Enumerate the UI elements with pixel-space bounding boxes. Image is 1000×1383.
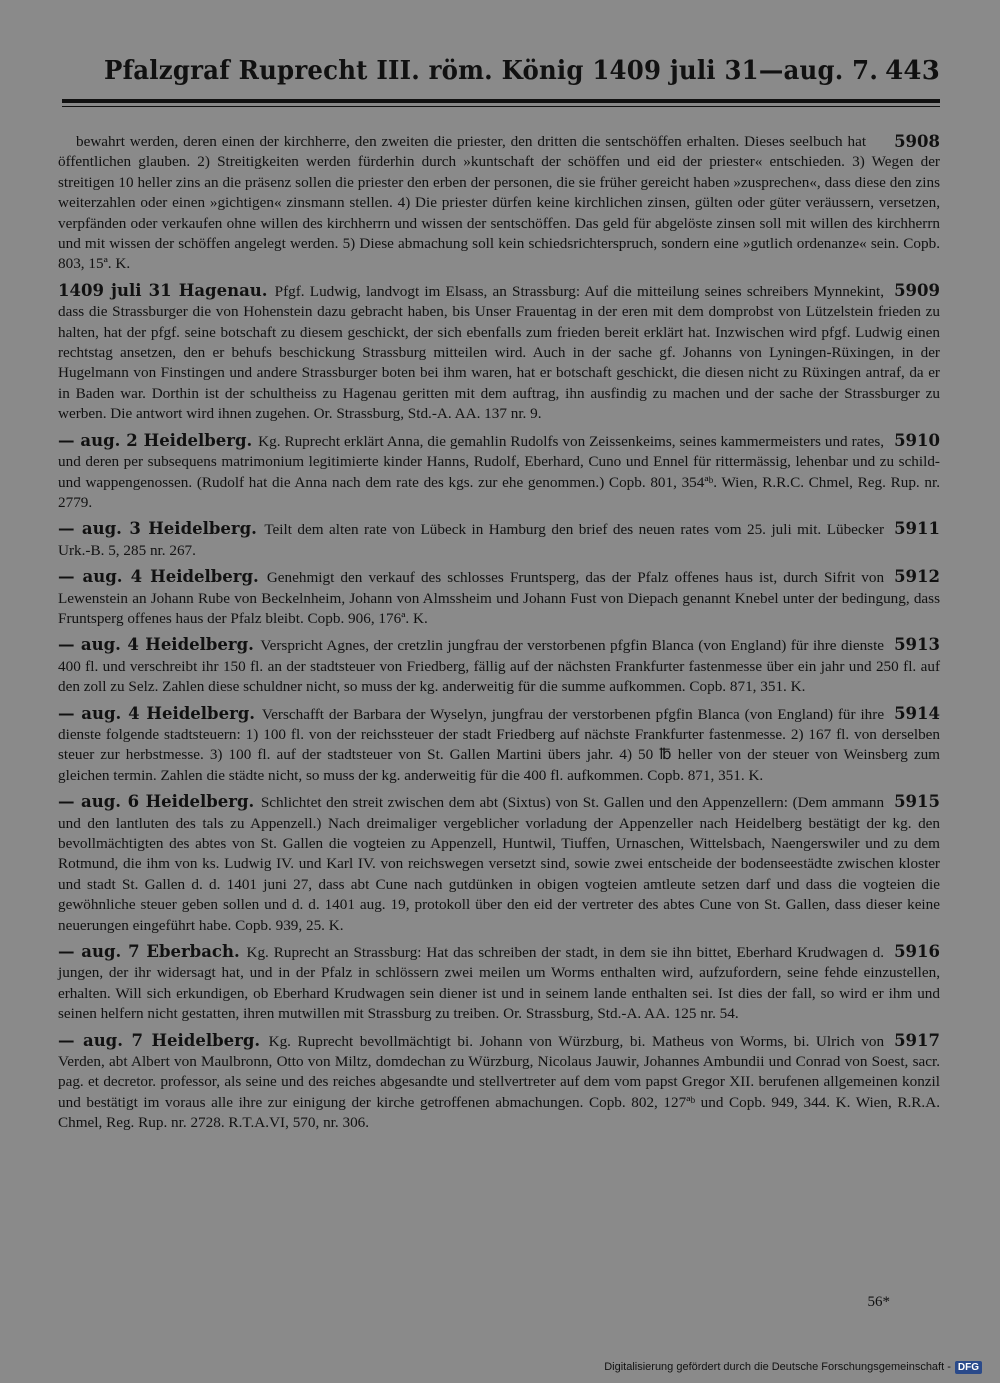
regest-number: 5910 — [894, 430, 940, 450]
regest-number: 5912 — [894, 567, 940, 587]
regest-text: Genehmigt den verkauf des schlosses Fruntsperg, das der Pfalz offenes haus ist, durch Sifrit von Lewenstein an Johann Rube von Beckelnheim, Johann von Almssheim und Johann Fust von Diepach genannt Knebel unter der bedingung, dass Fruntsperg offenes haus der Pfalz bleibt. Copb. 906, 176ª. K. — [58, 569, 940, 627]
regest-number: 5909 — [894, 280, 940, 300]
regest-number: 5911 — [894, 519, 940, 539]
regest-number: 5913 — [894, 635, 940, 655]
regest-entry — [58, 635, 940, 697]
regesta-list — [58, 132, 940, 1140]
regest-date-place: — aug. 6 Heidelberg. — [58, 792, 261, 812]
regest-entry — [58, 132, 940, 275]
regest-entry — [58, 792, 940, 936]
page-number: 443 — [885, 56, 940, 86]
regest-entry — [58, 704, 940, 787]
regest-number: 5916 — [894, 942, 940, 962]
regest-entry — [58, 519, 940, 561]
regest-number: 5915 — [894, 792, 940, 812]
regest-text: bewahrt werden, deren einen der kirchherre, den zweiten die priester, den dritten die sentschöffen erhalten. Dieses seelbuch hat öffentlichen glauben. 2) Streitigkeiten werden fürderhin durch »kuntschaft der schöffen und eid der priester« entschieden. 3) Wegen der streitigen 10 heller zins an die präsenz sollen die priester den erben der personen, die sie früher gereicht haben »zusprechen«, dass diese den zins weiterzahlen oder einen »gichtigen« zinsmann stellen. 4) Die priester dürfen keine kirchlichen zinsen, gülten oder güter veräussern, versetzen, verpfänden oder verkaufen ohne willen des kirchherrn und wissen der sentschöffen. Das geld für abgelöste zinsen soll mit willen des kirchherrn und mit wissen der schöffen angelegt werden. 5) Diese abmachung soll kein schiedsrichterspruch, sondern eine »gutlich ordenanze« sein. Copb. 803, 15ª. K. — [58, 133, 940, 273]
signature-mark: 56* — [867, 1294, 890, 1310]
regest-text: Kg. Ruprecht erklärt Anna, die gemahlin Rudolfs von Zeissenkeims, seines kammermeisters und rates, und deren per subsequens matrimonium legitimierte kinder Hanns, Rudolf, Eberhard, Cuno und Ennel für rittermässig, lehenbar und zu schild- und wappengenossen. (Rudolf hat die Anna nach dem rate des kgs. zur ehe genommen.) Copb. 801, 354ªᵇ. Wien, R.R.C. Chmel, Reg. Rup. nr. 2779. — [58, 432, 940, 511]
regest-entry — [58, 1031, 940, 1134]
regest-entry — [58, 942, 940, 1025]
regest-date-place: — aug. 2 Heidelberg. — [58, 430, 259, 450]
regest-text: Teilt dem alten rate von Lübeck in Hamburg den brief des neuen rates vom 25. juli mit. Lübecker Urk.-B. 5, 285 nr. 267. — [58, 521, 885, 559]
regest-date-place: — aug. 4 Heidelberg. — [58, 635, 261, 655]
header-rule-thin — [62, 106, 940, 107]
regest-date-place: — aug. 7 Eberbach. — [58, 942, 247, 962]
regest-number: 5917 — [894, 1030, 940, 1050]
regest-entry — [58, 431, 940, 514]
page-header — [62, 56, 940, 92]
regest-text: Verschafft der Barbara der Wyselyn, jungfrau der verstorbenen pfgfin Blanca (von England) für ihre dienste folgende stadtsteuern: 1) 100 fl. von der reichssteuer der stadt Friedberg auf nächste Frankfurter fastenmesse. 2) 167 fl. von derselben steuer zur herbstmesse. 3) 100 fl. auf der stadtsteuer von St. Gallen Martini übers jahr. 4) 50 ℔ heller von der steuer von Weinsberg zum gleichen termin. Zahlen die städte nicht, so muss der kg. anderweitig für die 400 fl. aufkommen. Copb. 871, 351. K. — [58, 705, 940, 784]
regest-text: Kg. Ruprecht bevollmächtigt bi. Johann von Würzburg, bi. Matheus von Worms, bi. Ulrich von Verden, abt Albert von Maulbronn, Otto von Miltz, domdechan zu Würzburg, Nicolaus Jauwir, Johannes Ambundii und Conrad von Soest, sacr. pag. et decretor. professor, als seine und des reiches abgesandte und stellvertreter auf dem vom papst Gregor XII. berufenen allgemeinen konzil und bestätigt im voraus alle ihre zur einigung der kirche getroffenen abmachungen. Copb. 802, 127ªᵇ und Copb. 949, 344. K. Wien, R.R.A. Chmel, Reg. Rup. nr. 2728. R.T.A.VI, 570, nr. 306. — [58, 1032, 940, 1132]
dfg-credit-text: Digitalisierung gefördert durch die Deutsche Forschungsgemeinschaft - — [604, 1361, 951, 1373]
regest-text: Schlichtet den streit zwischen dem abt (Sixtus) von St. Gallen und den Appenzellern: (Dem ammann und den lantluten des tals zu Appenzell.) Nach dreimaliger vergeblicher vorladung der Appenzeller nach Heidelberg bestätigt der kg. den bevollmächtigten des abtes von St. Gallen die vogteien zu Appenzell, Huntwil, Tiuffen, Urnaschen, Wittelsbach, Naengerswiler und zu dem Rotmund, die ihm von ks. Ludwig IV. und Karl IV. von reichswegen versetzt sind, sowie zwei entscheide der bodenseestädte zwischen kloster und stadt St. Gallen d. d. 1401 juni 27, dass abt Cune nach gutdünken in obigen vogteien amtleute setzen darf und dass die vogteien die gewöhnliche steuer geben sollen und d. d. 1401 aug. 19, protokoll über den eid der vertreter des abtes Cune von St. Gallen, dass dieser keine neuerungen eingeführt habe. Copb. 939, 25. K. — [58, 794, 940, 934]
dfg-logo-icon: DFG — [955, 1361, 982, 1374]
regest-text: Pfgf. Ludwig, landvogt im Elsass, an Strassburg: Auf die mitteilung seines schreibers Mynnekint, dass die Strassburger die von Hohenstein dazu gebracht haben, bis Unser Frauentag in der eren mit dem domprobst von Lützelstein frieden zu halten, hat der pfgf. seine botschaft zu diesem geschickt, der sich ebenfalls zum frieden bereit erklärt hat. Inzwischen wird pfgf. Ludwig einen rechtstag ansetzen, den er behufs beschickung Strassburg mitteilen wird. Auch in der sache gf. Johanns von Lyningen-Rüxingen, in der Hugelmann von Finstingen und andere Strassburger boten bei ihm waren, hat er botschaft geschickt, die diesen nicht zu Rüxingen antraf, da er in Baden war. Dorthin ist der schultheiss zu Hagenau geritten mit dem auftrag, ihn ausfindig zu machen und der sache der Strassburger zu werben. Die antwort wird ihnen zugehen. Or. Strassburg, Std.-A. AA. 137 nr. 9. — [58, 282, 940, 423]
regest-date-place: — aug. 3 Heidelberg. — [58, 519, 265, 539]
regest-date-place: — aug. 7 Heidelberg. — [58, 1030, 269, 1050]
regest-number: 5908 — [894, 132, 940, 151]
regest-text: Verspricht Agnes, der cretzlin jungfrau der verstorbenen pfgfin Blanca (von England) für ihre dienste 400 fl. und verschreibt ihr 150 fl. an der stadtsteuer von Friedberg, fällig auf der nächsten Frankfurter fastenmesse über ein jahr und 250 fl. auf den zoll zu Selz. Zahlen diese schuldner nicht, so muss der kg. anderweitig für die summe aufkommen. Copb. 871, 351. K. — [58, 637, 940, 696]
regest-date-place: — aug. 4 Heidelberg. — [58, 567, 267, 587]
regest-entry — [58, 567, 940, 629]
regest-date-place: — aug. 4 Heidelberg. — [58, 703, 262, 723]
regest-text: Kg. Ruprecht an Strassburg: Hat das schreiben der stadt, in dem sie ihn bittet, Eberhard Krudwagen d. jungen, der ihr widersagt hat, und in der Pfalz in schlössern zwei meilen um Worms enthalten wird, aufzufordern, seine fehde einzustellen, erhalten. Will sich erkundigen, ob Eberhard Krudwagen sein diener ist und in seinem lande enthalten sei. Ist dies der fall, so wird er ihm und seinen helfern nicht gestatten, ihren mutwillen mit Strassburg zu treiben. Or. Strassburg, Std.-A. AA. 125 nr. 54. — [58, 944, 940, 1023]
dfg-credit — [604, 1359, 982, 1375]
regest-date-place: 1409 juli 31 Hagenau. — [58, 280, 275, 300]
page-title: Pfalzgraf Ruprecht III. röm. König 1409 juli 31—aug. 7. — [104, 56, 879, 86]
regest-number: 5914 — [894, 703, 940, 723]
header-rule-thick — [62, 99, 940, 103]
regest-entry — [58, 281, 940, 425]
